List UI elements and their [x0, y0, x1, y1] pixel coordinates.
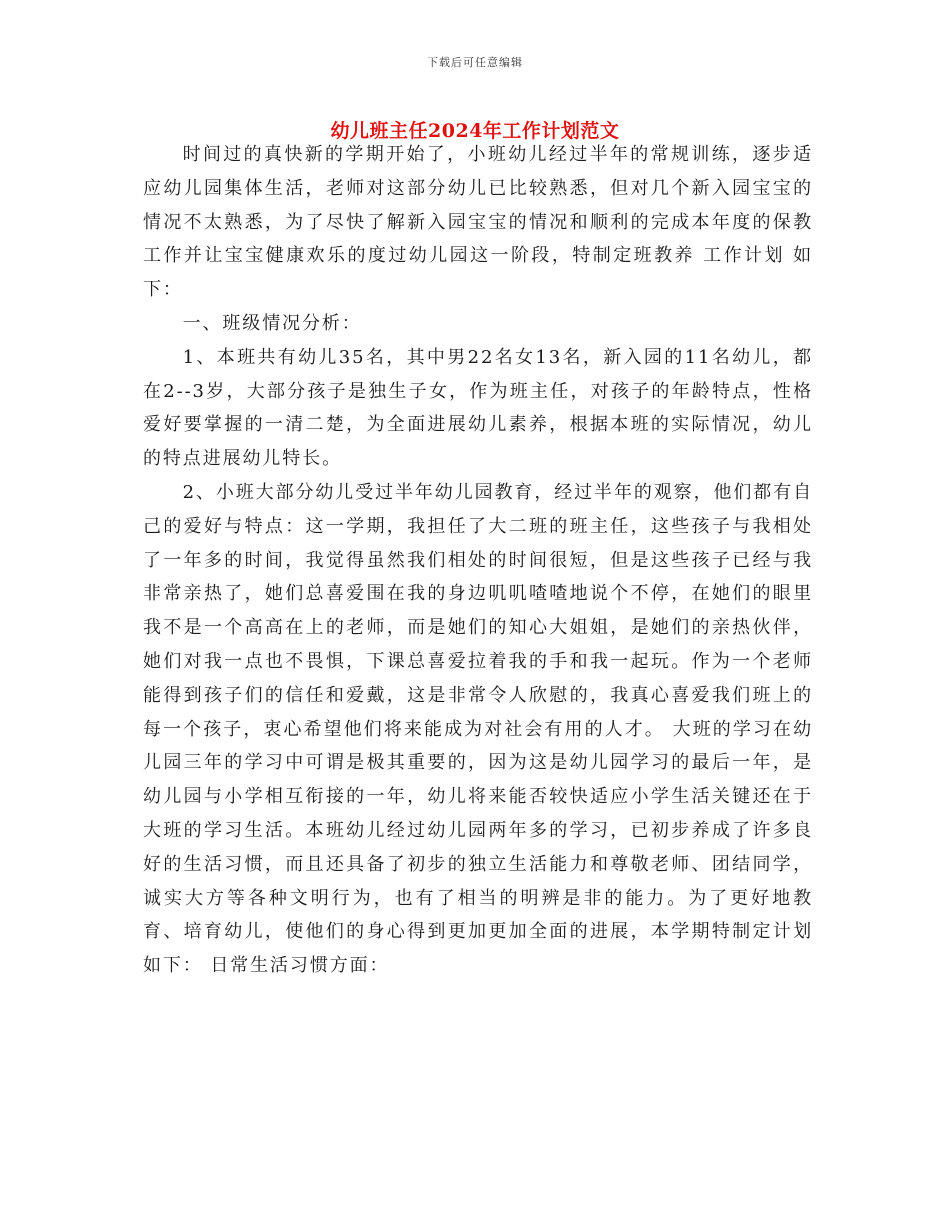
paragraph-intro: 时间过的真快新的学期开始了，小班幼儿经过半年的常规训练，逐步适应幼儿园集体生活，老师对这部分幼儿已比较熟悉，但对几个新入园宝宝的情况不太熟悉，为了尽快了解新入园宝宝的情况和顺利的完成本年度的保教工作并让宝宝健康欢乐的度过幼儿园这一阶段，特制定班教养 工作计划 如下：	[143, 144, 813, 301]
page-header-note: 下载后可任意编辑	[427, 56, 523, 69]
document-title: 幼儿班主任2024年工作计划范文	[330, 120, 620, 142]
paragraph-item-2: 2、小班大部分幼儿受过半年幼儿园教育，经过半年的观察，他们都有自己的爱好与特点：这一学期，我担任了大二班的班主任，这些孩子与我相处了一年多的时间，我觉得虽然我们相处的时间很短，但是这些孩子已经与我非常亲热了，她们总喜爱围在我的身边叽叽喳喳地说个不停，在她们的眼里我不是一个高高在上的老师，而是她们的知心大姐姐，是她们的亲热伙伴，她们对我一点也不畏惧，下课总喜爱拉着我的手和我一起玩。作为一个老师能得到孩子们的信任和爱戴，这是非常令人欣慰的，我真心喜爱我们班上的每一个孩子，衷心希望他们将来能成为对社会有用的人才。 大班的学习在幼儿园三年的学习中可谓是极其重要的，因为这是幼儿园学习的最后一年，是幼儿园与小学相互衔接的一年，幼儿将来能否较快适应小学生活关键还在于大班的学习生活。本班幼儿经过幼儿园两年多的学习，已初步养成了许多良好的生活习惯，而且还具备了初步的独立生活能力和尊敬老师、团结同学，诚实大方等各种文明行为，也有了相当的明辨是非的能力。为了更好地教育、培育幼儿，使他们的身心得到更加更加全面的进展，本学期特制定计划如下： 日常生活习惯方面：	[143, 481, 813, 977]
document-body	[143, 138, 813, 983]
section-heading-class-analysis: 一、班级情况分析：	[182, 312, 362, 334]
paragraph-item-1: 1、本班共有幼儿35名，其中男22名女13名，新入园的11名幼儿，都在2--3岁，大部分孩子是独生子女，作为班主任，对孩子的年龄特点，性格爱好要掌握的一清二楚，为全面进展幼儿素养，根据本班的实际情况，幼儿的特点进展幼儿特长。	[143, 346, 813, 470]
